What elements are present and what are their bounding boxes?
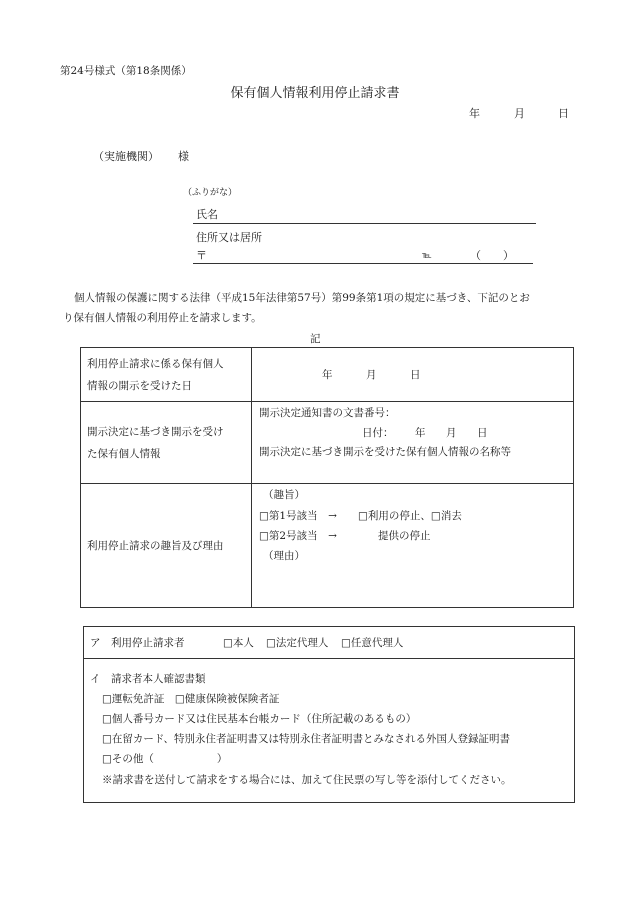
- id-doc-line-1[interactable]: □運転免許証 □健康保険被保険者証: [102, 693, 280, 705]
- date-month-label: 月: [514, 107, 525, 120]
- table-row-disclosed-info: [81, 402, 574, 484]
- honorific-label: 様: [178, 150, 189, 163]
- row1-month: 月: [366, 369, 377, 381]
- section-divider: [84, 658, 574, 659]
- row2-month: 月: [446, 427, 457, 439]
- disclosed-info-field[interactable]: [252, 402, 574, 484]
- row2-year: 年: [415, 427, 426, 439]
- voluntary-agent-checkbox[interactable]: □任意代理人: [341, 637, 404, 649]
- option-item1-checkbox[interactable]: □第1号該当 →: [259, 510, 337, 522]
- row1-year: 年: [322, 369, 333, 381]
- furigana-label: （ふりがな）: [183, 188, 238, 198]
- name-label: 氏名: [196, 208, 218, 221]
- reason-label: （理由）: [263, 550, 305, 562]
- option-stop-erase-checkbox[interactable]: □利用の停止、□消去: [358, 510, 462, 522]
- intro-line-2: り保有個人情報の利用停止を請求します。: [63, 312, 262, 324]
- ki-label: 記: [310, 333, 321, 345]
- request-table: [80, 347, 574, 608]
- disclosed-info-name-label: 開示決定に基づき開示を受けた保有個人情報の名称等: [259, 446, 511, 458]
- agency-label: （実施機関）: [93, 150, 159, 163]
- mail-note: ※請求書を送付して請求をする場合には、加えて住民票の写し等を添付してください。: [102, 774, 512, 786]
- doc-number-label: 開示決定通知書の文書番号：: [259, 407, 396, 419]
- table-row-disclosure-date: [81, 348, 574, 402]
- row2-day: 日: [477, 427, 488, 439]
- form-number: 第24号様式（第18条関係）: [60, 65, 192, 77]
- date-day-label: 日: [558, 107, 569, 120]
- document-title: 保有個人情報利用停止請求書: [230, 86, 400, 101]
- purpose-reason-label: 利用停止請求の趣旨及び理由: [81, 484, 252, 608]
- id-doc-line-3[interactable]: □在留カード、特別永住者証明書又は特別永住者証明書とみなされる外国人登録証明書: [102, 733, 510, 745]
- id-doc-line-4[interactable]: □その他（ ）: [102, 753, 228, 765]
- name-underline: [193, 223, 536, 224]
- option-item2-checkbox[interactable]: □第2号該当 →: [259, 530, 337, 542]
- address-label: 住所又は居所: [196, 231, 262, 244]
- table-row-purpose-reason: [81, 484, 574, 608]
- intro-line-1: 個人情報の保護に関する法律（平成15年法律第57号）第99条第1項の規定に基づき、下記のとお: [74, 292, 530, 304]
- disclosed-info-label: 開示決定に基づき開示を受け た保有個人情報: [81, 402, 252, 484]
- address-underline: [193, 263, 533, 264]
- disclosure-date-label: 利用停止請求に係る保有個人 情報の開示を受けた日: [81, 348, 252, 402]
- requester-verification-box: [83, 626, 575, 803]
- self-checkbox[interactable]: □本人: [223, 637, 254, 649]
- legal-agent-checkbox[interactable]: □法定代理人: [266, 637, 329, 649]
- section-a-label: ア 利用停止請求者: [90, 637, 185, 649]
- date-year-label: 年: [469, 107, 480, 120]
- disclosure-date-field[interactable]: [252, 348, 574, 402]
- row2-date-label: 日付：: [362, 427, 394, 439]
- row1-day: 日: [410, 369, 421, 381]
- id-doc-line-2[interactable]: □個人番号カード又は住民基本台帳カード（住所記載のあるもの）: [102, 713, 417, 725]
- section-i-label: イ 請求者本人確認書類: [90, 673, 206, 685]
- tel-parens: （ ）: [470, 249, 514, 262]
- tel-label: ℡: [422, 251, 432, 261]
- postal-mark: 〒: [196, 249, 207, 262]
- purpose-label: （趣旨）: [263, 489, 305, 501]
- option-stop-provision-label: 提供の停止: [378, 530, 431, 542]
- purpose-reason-field[interactable]: [252, 484, 574, 608]
